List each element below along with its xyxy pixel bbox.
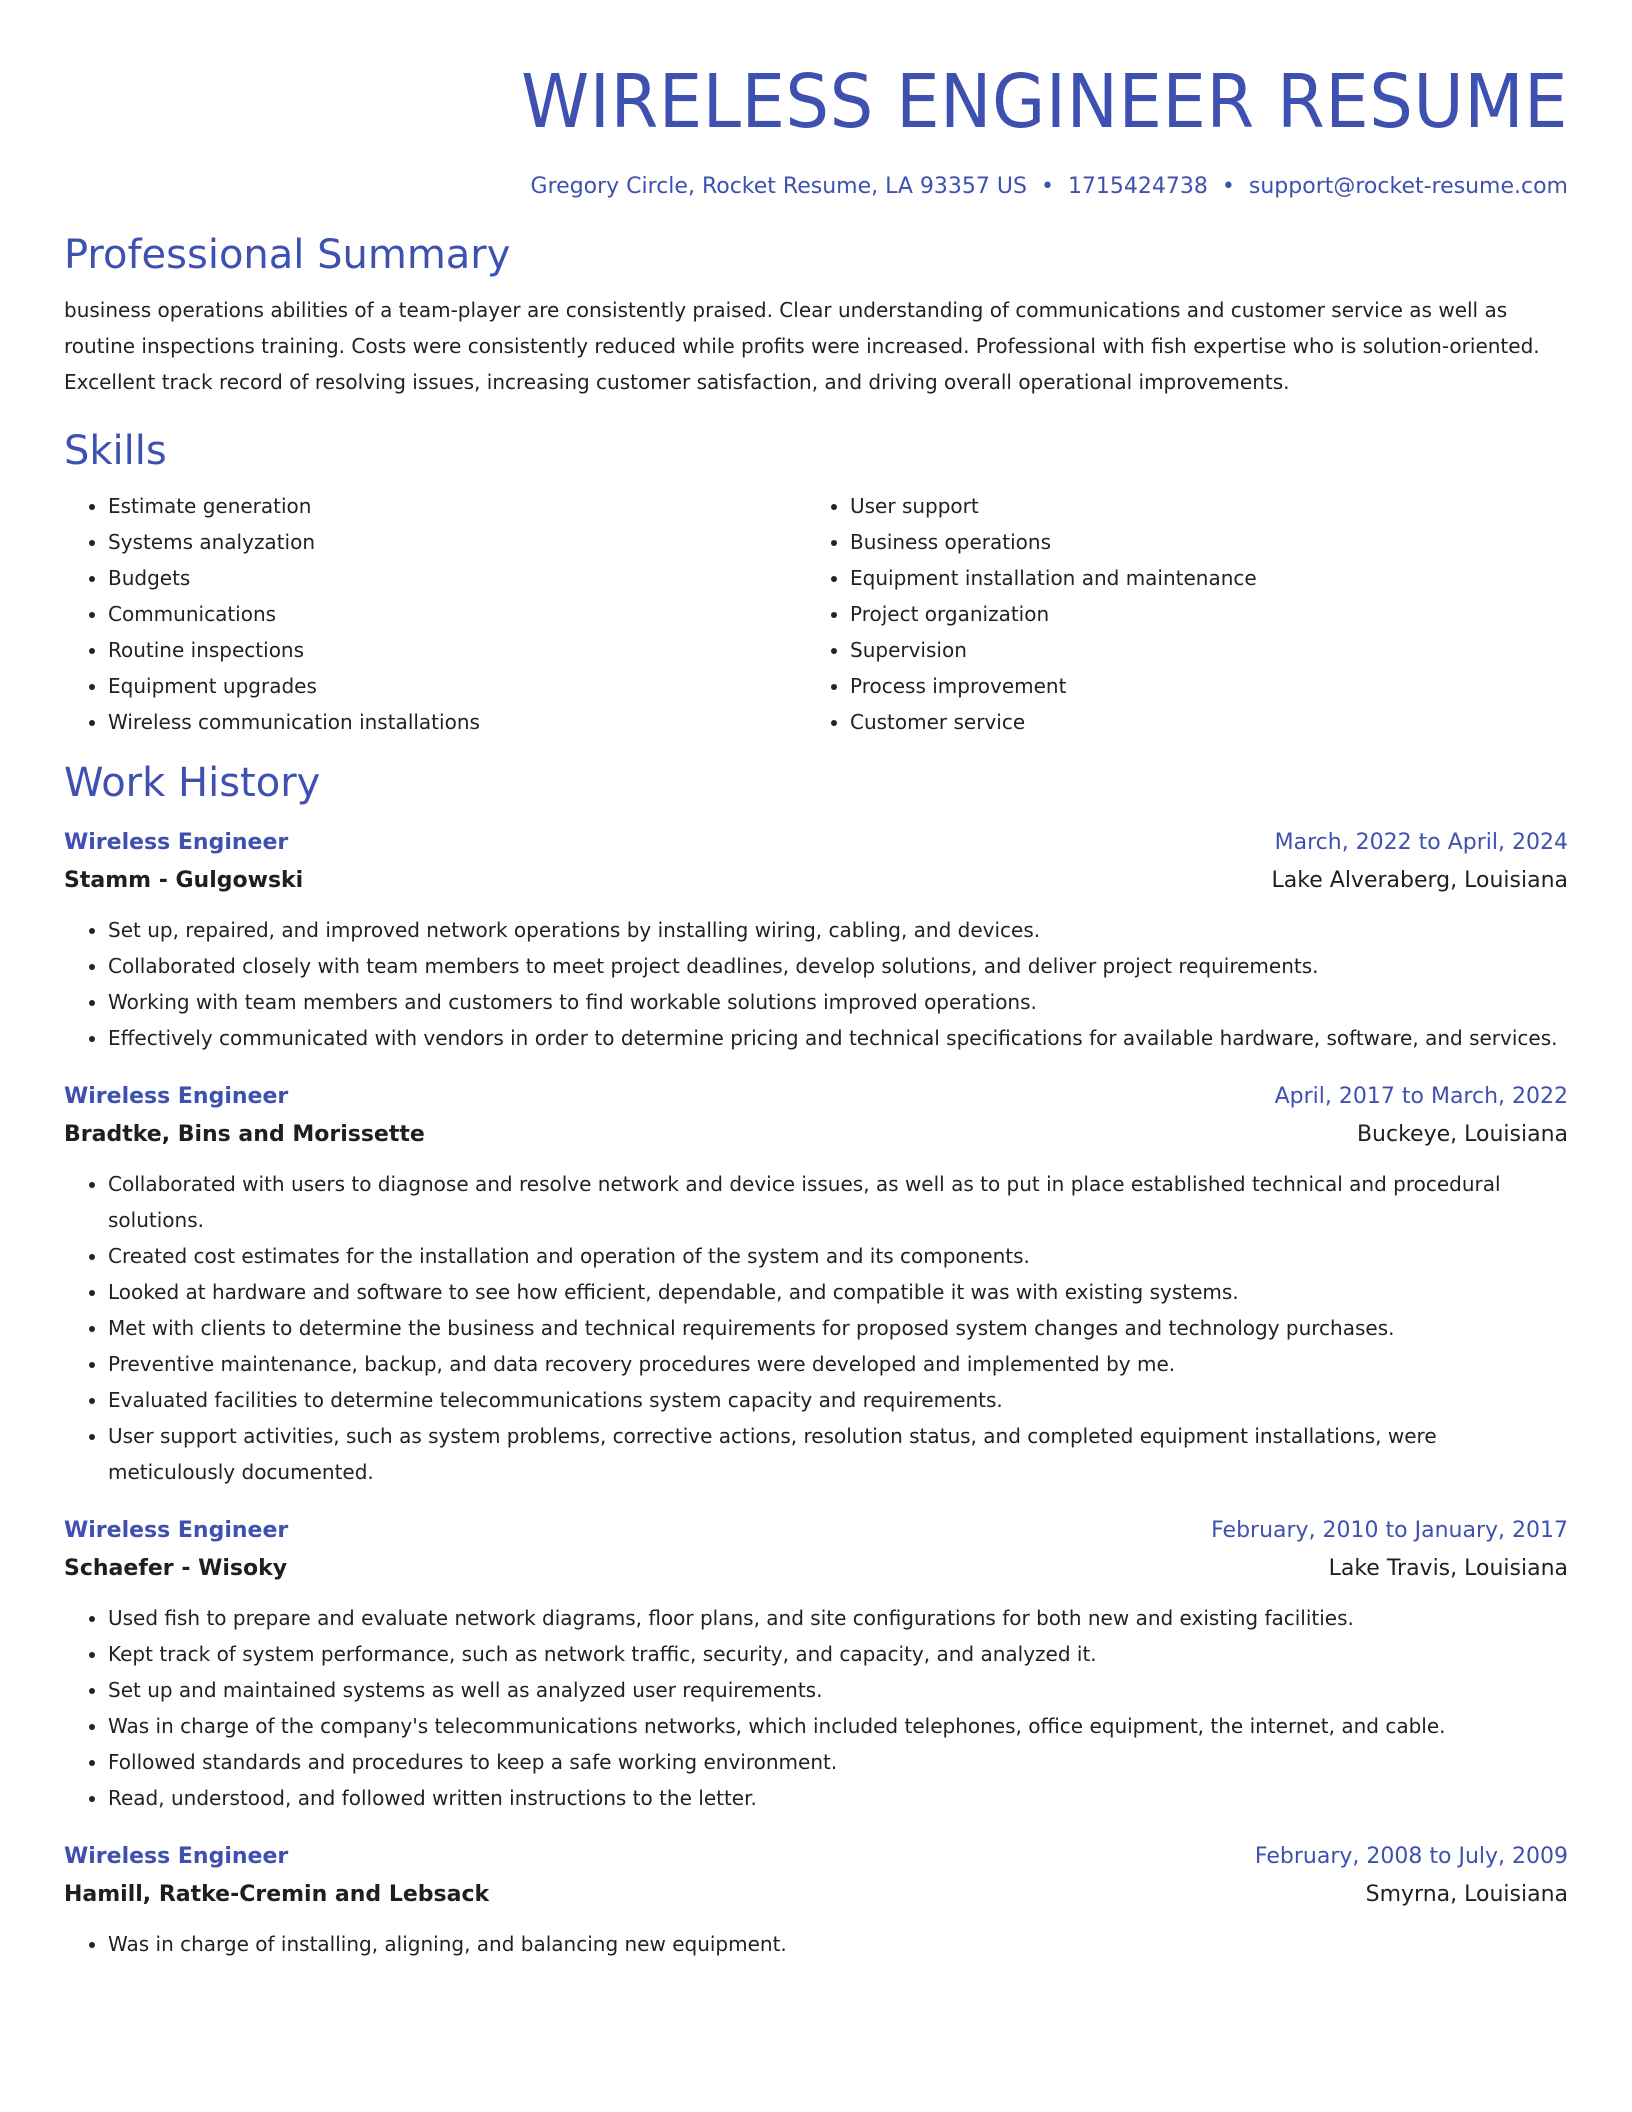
contact-phone: 1715424738: [1067, 174, 1208, 199]
skill-item: • Communications: [108, 596, 806, 632]
job-company: Bradtke, Bins and Morissette: [64, 1122, 425, 1147]
skill-item: • User support: [850, 488, 1548, 524]
job-entry: [64, 1838, 1568, 1962]
job-bullet: • Set up and maintained systems as well as analyzed user requirements.: [108, 1672, 1568, 1708]
job-bullet: • Followed standards and procedures to keep a safe working environment.: [108, 1744, 1568, 1780]
job-bullets: [64, 912, 1568, 1056]
skill-item: • Systems analyzation: [108, 524, 806, 560]
summary-heading: Professional Summary: [64, 232, 511, 278]
job-bullets: [64, 1926, 1568, 1962]
job-entry: [64, 1078, 1568, 1490]
skill-item: • Estimate generation: [108, 488, 806, 524]
skill-item: • Process improvement: [850, 668, 1548, 704]
job-entry: [64, 1512, 1568, 1816]
job-location: Buckeye, Louisiana: [1356, 1122, 1568, 1147]
job-header-row: [64, 1078, 1568, 1116]
contact-email[interactable]: support@rocket-resume.com: [1248, 174, 1568, 199]
job-bullet: • Created cost estimates for the installation and operation of the system and its components.: [108, 1238, 1568, 1274]
skills-heading: Skills: [64, 428, 167, 474]
job-bullet: • Collaborated with users to diagnose and resolve network and device issues, as well as to put in place established technical and procedural solutions.: [108, 1166, 1568, 1238]
job-location: Smyrna, Louisiana: [1365, 1882, 1568, 1907]
skill-item: • Equipment upgrades: [108, 668, 806, 704]
job-bullet: • Read, understood, and followed written instructions to the letter.: [108, 1780, 1568, 1816]
job-company: Schaefer - Wisoky: [64, 1556, 288, 1581]
job-title: Wireless Engineer: [64, 1518, 289, 1543]
job-location: Lake Alveraberg, Louisiana: [1271, 868, 1568, 893]
job-title: Wireless Engineer: [64, 1084, 289, 1109]
skill-item: • Wireless communication installations: [108, 704, 806, 740]
job-bullet: • Preventive maintenance, backup, and data recovery procedures were developed and implemented by me.: [108, 1346, 1568, 1382]
job-bullet: • Kept track of system performance, such as network traffic, security, and capacity, and analyzed it.: [108, 1636, 1568, 1672]
job-bullet: • Working with team members and customers to find workable solutions improved operations.: [108, 984, 1568, 1020]
job-bullet: • Effectively communicated with vendors in order to determine pricing and technical specifications for available hardware, software, and services.: [108, 1020, 1568, 1056]
job-dates: February, 2008 to July, 2009: [1254, 1844, 1568, 1869]
job-bullets: [64, 1600, 1568, 1816]
job-header-row: [64, 1512, 1568, 1550]
job-company-row: [64, 1876, 1568, 1914]
job-dates: March, 2022 to April, 2024: [1274, 830, 1568, 855]
job-company-row: [64, 1550, 1568, 1588]
work-history-heading: Work History: [64, 760, 321, 806]
job-dates: April, 2017 to March, 2022: [1274, 1084, 1568, 1109]
job-company-row: [64, 1116, 1568, 1154]
job-company: Stamm - Gulgowski: [64, 868, 304, 893]
contact-separator: •: [1040, 174, 1054, 199]
skill-item: • Routine inspections: [108, 632, 806, 668]
skill-item: • Supervision: [850, 632, 1548, 668]
job-bullet: • Evaluated facilities to determine telecommunications system capacity and requirements.: [108, 1382, 1568, 1418]
job-header-row: [64, 824, 1568, 862]
contact-address: Gregory Circle, Rocket Resume, LA 93357 US: [530, 174, 1027, 199]
resume-title: WIRELESS ENGINEER RESUME: [521, 59, 1568, 145]
job-company-row: [64, 862, 1568, 900]
job-bullet: • Used fish to prepare and evaluate network diagrams, floor plans, and site configurations for both new and existing facilities.: [108, 1600, 1568, 1636]
skills-column-right: [806, 488, 1548, 740]
job-entry: [64, 824, 1568, 1056]
job-company: Hamill, Ratke-Cremin and Lebsack: [64, 1882, 490, 1907]
job-header-row: [64, 1838, 1568, 1876]
job-location: Lake Travis, Louisiana: [1328, 1556, 1568, 1581]
skill-item: • Customer service: [850, 704, 1548, 740]
job-bullet: • Set up, repaired, and improved network operations by installing wiring, cabling, and devices.: [108, 912, 1568, 948]
job-bullet: • User support activities, such as system problems, corrective actions, resolution status, and completed equipment installations, were meticulously documented.: [108, 1418, 1568, 1490]
skills-grid: [64, 488, 1568, 740]
job-title: Wireless Engineer: [64, 1844, 289, 1869]
job-bullet: • Collaborated closely with team members to meet project deadlines, develop solutions, and deliver project requirements.: [108, 948, 1568, 984]
summary-text: business operations abilities of a team-player are consistently praised. Clear understanding of communications and customer service as well as routine inspections training. Costs were consistently reduced while profits were increased. Professional with fish expertise who is solution-oriented. Excellent track record of resolving issues, increasing customer satisfaction, and driving overall operational improvements.: [64, 298, 1540, 394]
skill-item: • Business operations: [850, 524, 1548, 560]
skill-item: • Budgets: [108, 560, 806, 596]
job-bullet: • Was in charge of installing, aligning, and balancing new equipment.: [108, 1926, 1568, 1962]
job-bullet: • Was in charge of the company's telecommunications networks, which included telephones, office equipment, the internet, and cable.: [108, 1708, 1568, 1744]
job-bullets: [64, 1166, 1568, 1490]
skill-item: • Project organization: [850, 596, 1548, 632]
contact-line: [64, 172, 1568, 202]
job-bullet: • Looked at hardware and software to see how efficient, dependable, and compatible it was with existing systems.: [108, 1274, 1568, 1310]
skills-column-left: [64, 488, 806, 740]
job-title: Wireless Engineer: [64, 830, 289, 855]
job-bullet: • Met with clients to determine the business and technical requirements for proposed system changes and technology purchases.: [108, 1310, 1568, 1346]
job-dates: February, 2010 to January, 2017: [1211, 1518, 1568, 1543]
contact-separator: •: [1221, 174, 1235, 199]
skill-item: • Equipment installation and maintenance: [850, 560, 1548, 596]
